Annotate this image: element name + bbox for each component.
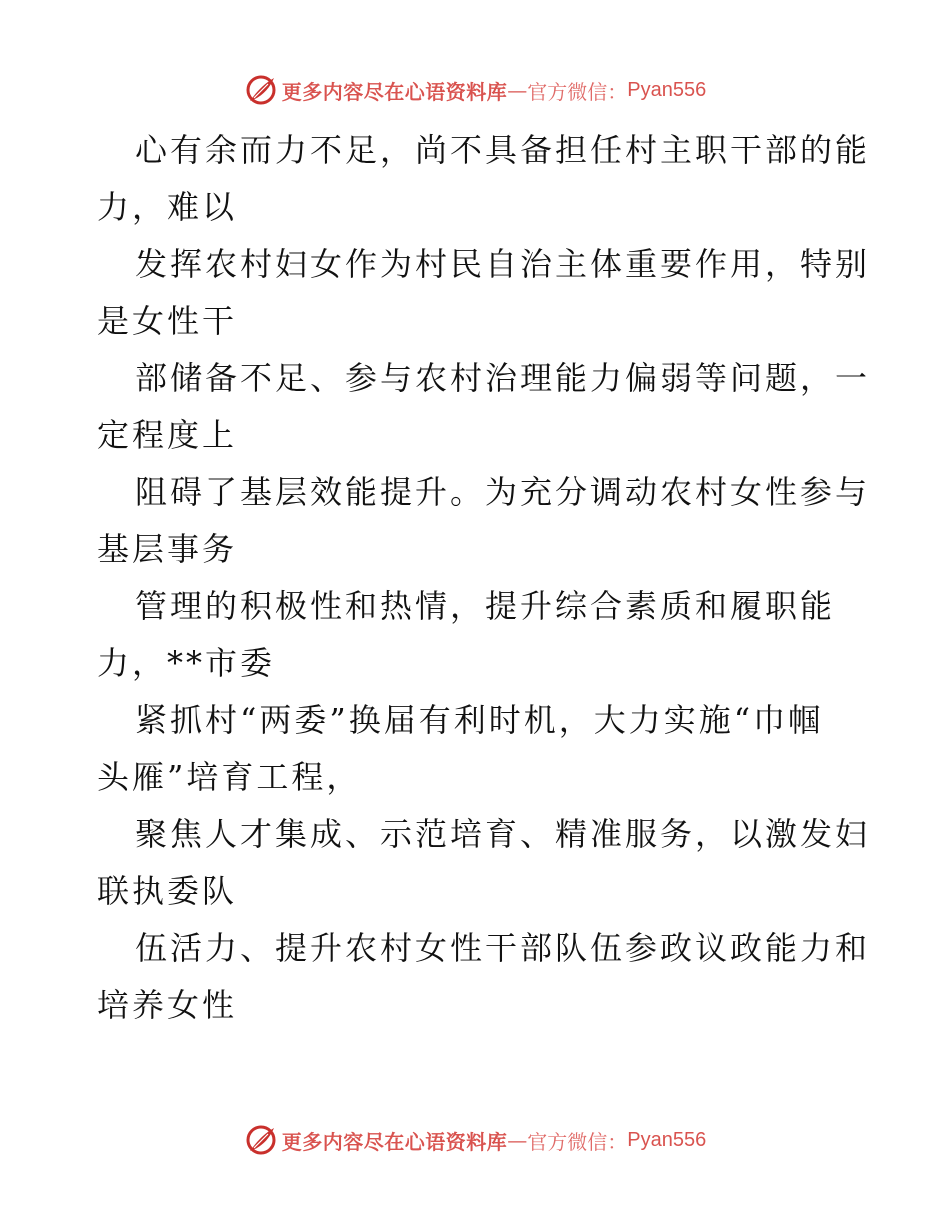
paragraph: [97, 236, 871, 350]
paragraph-line: 力，难以: [97, 188, 238, 226]
document-body: [97, 122, 871, 1034]
watermark-separator: —: [507, 78, 528, 102]
watermark-site-text: 更多内容尽在心语资料库: [281, 1129, 508, 1154]
paragraph-line: 阻碍了基层效能提升。为充分调动农村女性参与: [135, 473, 871, 511]
paragraph-line: 基层事务: [97, 530, 238, 568]
paragraph-line: 心有余而力不足，尚不具备担任村主职干部的能: [135, 131, 871, 169]
paragraph: [97, 806, 871, 920]
watermark-separator: —: [507, 1128, 528, 1152]
paragraph-line: 头雁”培育工程，: [97, 758, 362, 796]
paragraph-line: 伍活力、提升农村女性干部队伍参政议政能力和: [135, 929, 871, 967]
paragraph: [97, 350, 871, 464]
paragraph: [97, 464, 871, 578]
paragraph-line: 是女性干: [97, 302, 238, 340]
paragraph-line: 联执委队: [97, 872, 238, 910]
header-watermark: [0, 70, 950, 110]
paragraph-line: 力，**市委: [97, 644, 276, 682]
paragraph: [97, 920, 871, 1034]
watermark-label: 官方微信：: [527, 79, 628, 104]
watermark-site-text: 更多内容尽在心语资料库: [281, 79, 508, 104]
paragraph-line: 定程度上: [97, 416, 238, 454]
watermark-label: 官方微信：: [527, 1129, 628, 1154]
paragraph-line: 部储备不足、参与农村治理能力偏弱等问题，一: [135, 359, 871, 397]
paragraph-line: 紧抓村“两委”换届有利时机，大力实施“巾帼: [135, 701, 824, 739]
feather-circle-logo-icon: [244, 73, 278, 107]
paragraph-line: 发挥农村妇女作为村民自治主体重要作用，特别: [135, 245, 871, 283]
paragraph: [97, 578, 857, 692]
watermark-wechat-id: Pyan556: [627, 1128, 707, 1151]
paragraph-line: 培养女性: [97, 986, 238, 1024]
footer-watermark: [0, 1120, 950, 1160]
paragraph: [97, 122, 871, 236]
feather-circle-logo-icon: [244, 1123, 278, 1157]
watermark-wechat-id: Pyan556: [627, 78, 707, 101]
paragraph-line: 管理的积极性和热情，提升综合素质和履职能: [135, 587, 836, 625]
paragraph-line: 聚焦人才集成、示范培育、精准服务，以激发妇: [135, 815, 871, 853]
paragraph: [97, 692, 857, 806]
